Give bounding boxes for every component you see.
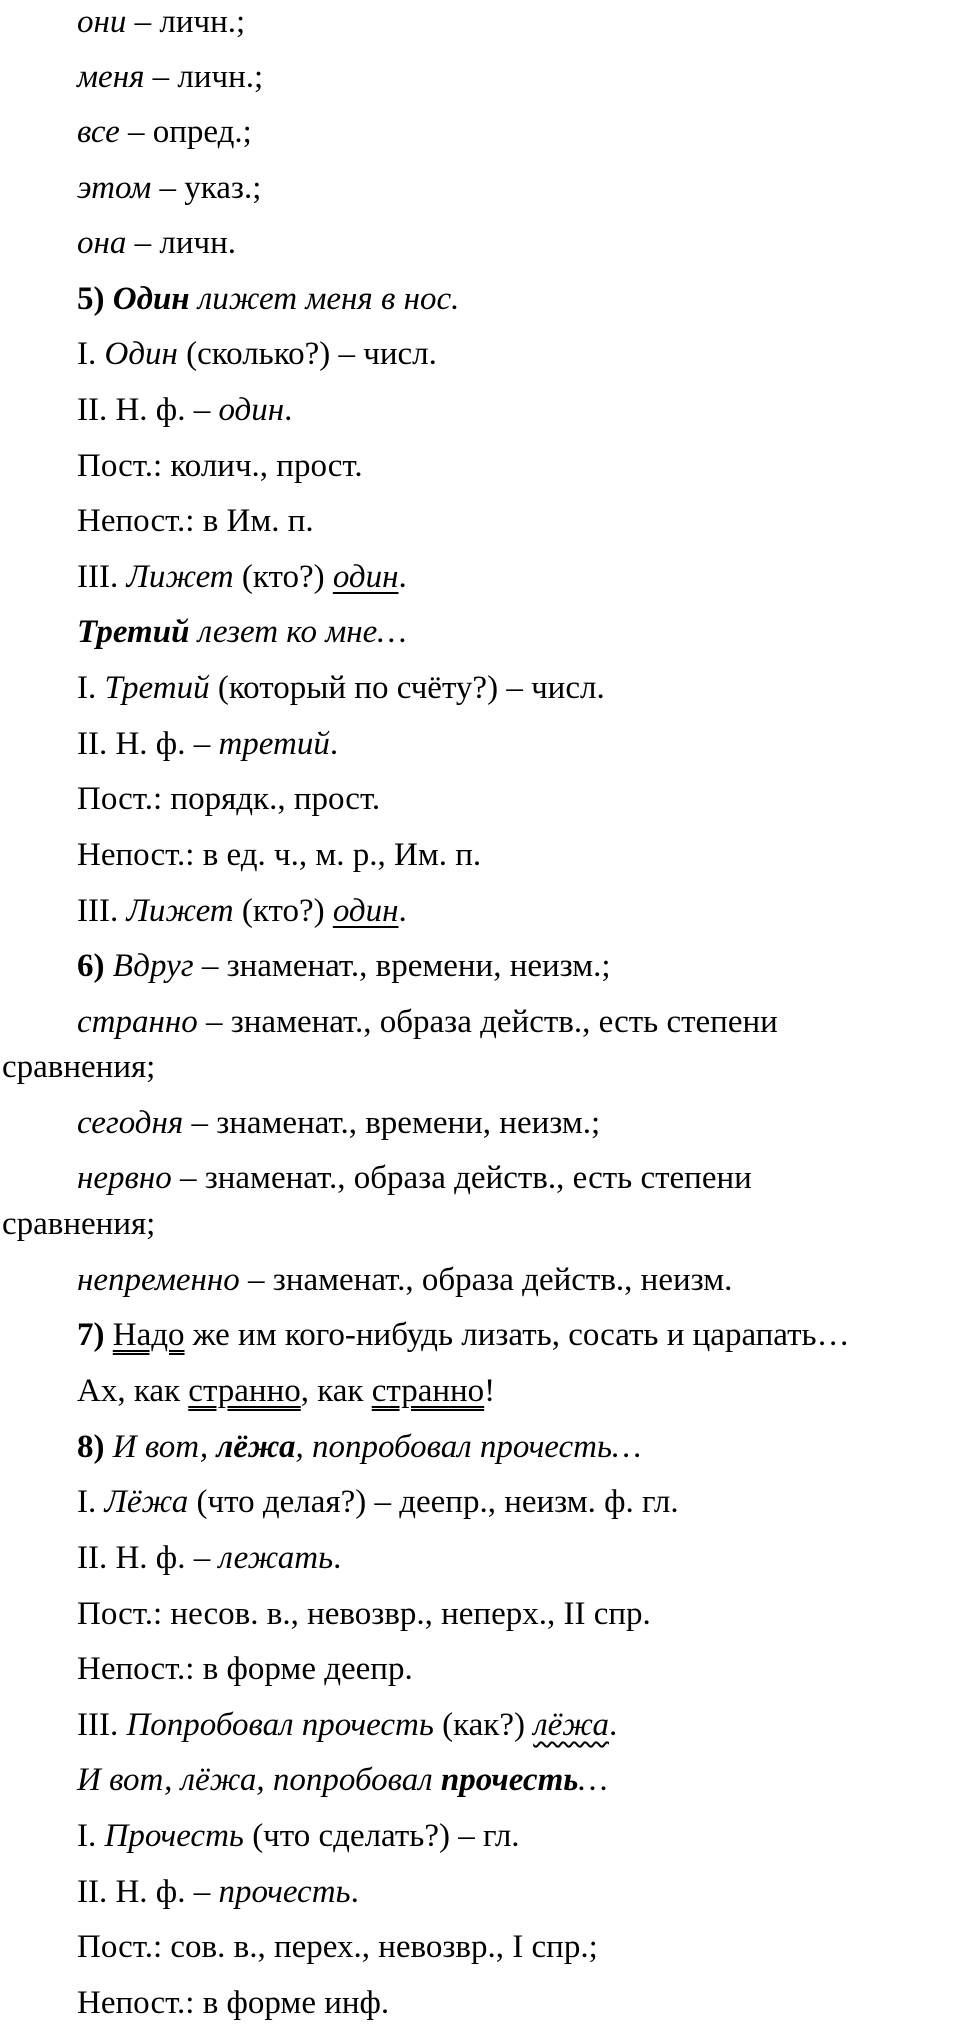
section-heading <box>77 946 611 986</box>
text-line <box>77 1927 598 1967</box>
line-text: сравнения; <box>2 1206 156 1242</box>
sentence-italic: И вот, лёжа, попробовал <box>77 1762 441 1798</box>
text-line <box>77 1158 752 1198</box>
sentence-italic: , попробовал прочесть… <box>295 1429 642 1465</box>
section-heading <box>77 1427 641 1467</box>
line-middle: (как?) <box>433 1707 534 1743</box>
text-line <box>77 724 338 764</box>
text-line <box>77 223 236 263</box>
word-italic: Вдруг <box>104 948 194 984</box>
word-italic: лежать <box>218 1540 334 1576</box>
text-line <box>77 835 481 875</box>
word-italic: странно <box>77 1004 198 1040</box>
line-suffix: . <box>398 893 407 929</box>
word-italic: сегодня <box>77 1105 184 1141</box>
text-line <box>77 390 292 430</box>
line-middle: , как <box>300 1373 372 1409</box>
text-line <box>77 891 407 931</box>
word-italic: непременно <box>77 1262 240 1298</box>
line-text: (который по счёту?) – числ. <box>209 670 605 706</box>
sentence-italic: … <box>578 1762 608 1798</box>
line-text: – личн.; <box>144 59 264 95</box>
text-line <box>77 112 252 152</box>
word-italic: Лижет <box>126 893 234 929</box>
text-line <box>77 446 363 486</box>
text-line <box>77 1371 495 1411</box>
line-prefix: I. <box>77 1484 105 1520</box>
word-italic: третий <box>218 726 330 762</box>
line-text: Непост.: в Им. п. <box>77 503 314 539</box>
line-text: – знаменат., времени, неизм.; <box>193 948 611 984</box>
line-middle: (кто?) <box>233 559 333 595</box>
line-text: – знаменат., образа действ., есть степени <box>171 1160 752 1196</box>
text-line <box>77 501 314 541</box>
line-prefix: III. <box>77 559 127 595</box>
text-line <box>77 1002 778 1042</box>
line-prefix: Ах, как <box>77 1373 189 1409</box>
line-text: Пост.: несов. в., невозвр., неперх., II спр. <box>77 1596 651 1632</box>
line-prefix: II. Н. ф. – <box>77 1874 219 1910</box>
text-line <box>77 1103 600 1143</box>
word-italic: Один <box>104 336 178 372</box>
item-number: 5) <box>77 281 105 317</box>
word-bold-italic: прочесть <box>440 1762 579 1798</box>
double-underlined-word: странно <box>371 1373 485 1409</box>
sentence-italic: И вот, <box>104 1429 217 1465</box>
line-text: Непост.: в ед. ч., м. р., Им. п. <box>77 837 482 873</box>
text-line <box>77 1816 520 1856</box>
line-text: Пост.: колич., прост. <box>77 448 363 484</box>
text-line <box>77 1538 341 1578</box>
underlined-word: один <box>332 559 399 595</box>
word-italic: все <box>77 114 120 150</box>
line-text: – указ.; <box>151 170 262 206</box>
text-line <box>77 57 263 97</box>
line-suffix: . <box>350 1874 359 1910</box>
word-italic: Третий <box>104 670 210 706</box>
line-prefix: III. <box>77 893 127 929</box>
word-bold-italic: Третий <box>77 614 190 650</box>
word-italic: Лёжа <box>104 1484 189 1520</box>
line-text: – опред.; <box>119 114 252 150</box>
section-heading <box>77 612 407 652</box>
line-prefix: I. <box>77 1818 105 1854</box>
text-line <box>77 334 437 374</box>
line-suffix: . <box>398 559 407 595</box>
wavy-underlined-word: лёжа <box>533 1707 610 1743</box>
text-line <box>77 168 261 208</box>
line-suffix: . <box>609 1707 618 1743</box>
word-italic: она <box>77 225 127 261</box>
line-text: Пост.: порядк., прост. <box>77 781 381 817</box>
line-prefix: I. <box>77 670 105 706</box>
line-text: – личн.; <box>126 4 246 40</box>
item-number: 6) <box>77 948 105 984</box>
line-prefix: II. Н. ф. – <box>77 392 219 428</box>
word-italic: Попробовал прочесть <box>126 1707 434 1743</box>
word-italic: один <box>218 392 285 428</box>
word-bold-italic: Один <box>112 281 190 317</box>
line-suffix: ! <box>484 1373 496 1409</box>
text-line-continuation <box>2 1047 155 1087</box>
text-line <box>77 668 605 708</box>
item-number: 8) <box>77 1429 105 1465</box>
line-text: (сколько?) – числ. <box>177 336 437 372</box>
text-line <box>77 557 407 597</box>
line-text: (что сделать?) – гл. <box>243 1818 520 1854</box>
word-italic: меня <box>77 59 145 95</box>
text-line <box>77 1482 679 1522</box>
line-text: – знаменат., времени, неизм.; <box>183 1105 601 1141</box>
line-text: Непост.: в форме деепр. <box>77 1651 413 1687</box>
double-underlined-word: Надо <box>112 1317 185 1353</box>
word-italic: Прочесть <box>104 1818 244 1854</box>
section-heading <box>77 1315 850 1355</box>
text-line-continuation <box>2 1204 155 1244</box>
word-bold-italic: лёжа <box>216 1429 296 1465</box>
text-line <box>77 1983 389 2023</box>
line-prefix: II. Н. ф. – <box>77 1540 219 1576</box>
line-prefix: III. <box>77 1707 127 1743</box>
line-suffix: . <box>284 392 293 428</box>
text-line <box>77 2 245 42</box>
word-italic: этом <box>77 170 152 206</box>
text-line <box>77 779 380 819</box>
text-line <box>77 1594 651 1634</box>
item-number: 7) <box>77 1317 105 1353</box>
line-text: сравнения; <box>2 1049 156 1085</box>
word-italic: Лижет <box>126 559 234 595</box>
line-text: Непост.: в форме инф. <box>77 1985 390 2021</box>
word-italic: они <box>77 4 127 40</box>
line-text: – знаменат., образа действ., есть степени <box>197 1004 778 1040</box>
section-heading <box>77 1760 608 1800</box>
section-heading <box>77 279 459 319</box>
line-middle: (кто?) <box>233 893 333 929</box>
double-underlined-word: странно <box>188 1373 301 1409</box>
line-suffix: . <box>333 1540 342 1576</box>
sentence-italic: лижет меня в нос. <box>189 281 460 317</box>
space <box>105 1317 113 1353</box>
word-italic: прочесть <box>218 1874 351 1910</box>
line-prefix: II. Н. ф. – <box>77 726 219 762</box>
underlined-word: один <box>332 893 399 929</box>
line-text: – личн. <box>126 225 237 261</box>
line-text: Пост.: сов. в., перех., невозвр., I спр.; <box>77 1929 598 1965</box>
line-text: – знаменат., образа действ., неизм. <box>239 1262 733 1298</box>
sentence-italic: лезет ко мне… <box>189 614 407 650</box>
text-line <box>77 1872 359 1912</box>
line-text: (что делая?) – деепр., неизм. ф. гл. <box>188 1484 679 1520</box>
word-italic: нервно <box>77 1160 172 1196</box>
line-suffix: . <box>329 726 339 762</box>
line-prefix: I. <box>77 336 105 372</box>
line-text: же им кого-нибудь лизать, сосать и царапать… <box>184 1317 850 1353</box>
text-line <box>77 1260 732 1300</box>
text-line <box>77 1649 413 1689</box>
text-line <box>77 1705 617 1745</box>
